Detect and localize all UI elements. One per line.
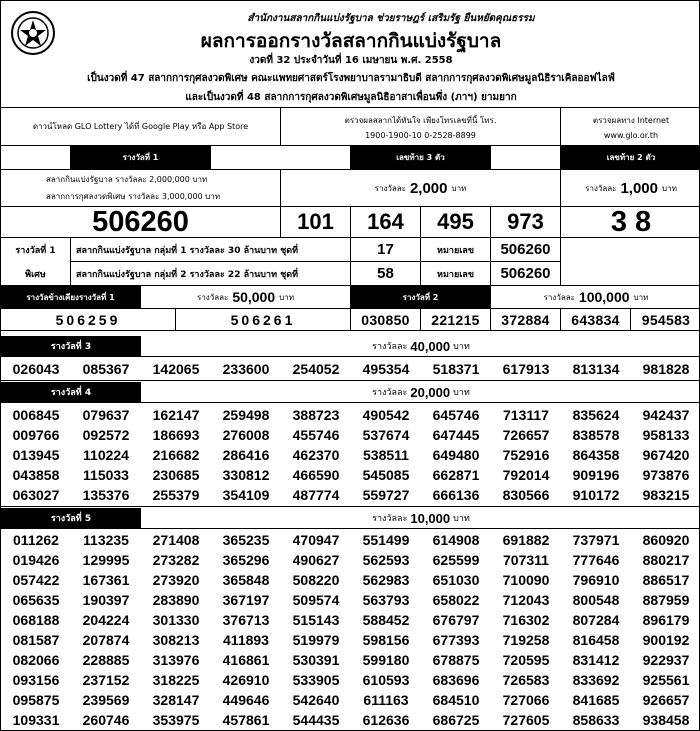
third-prize-number: 233600 — [222, 361, 270, 377]
fifth-prize-number: 551499 — [362, 532, 410, 548]
fifth-prize-number: 308213 — [152, 632, 200, 648]
fifth-prize-number: 283890 — [152, 592, 200, 608]
fourth-prize-number: 666136 — [432, 487, 480, 503]
special-set: 58 — [351, 262, 421, 286]
fifth-prize-number: 900192 — [642, 632, 690, 648]
amount-suffix: บาท — [453, 342, 470, 352]
fifth-prize-number: 411893 — [223, 632, 269, 648]
fifth-prize-number: 207874 — [82, 632, 130, 648]
fourth-prize-number: 645746 — [432, 407, 480, 423]
internet-label: ตรวจผลทาง Internet — [592, 115, 670, 125]
fifth-prize-number: 625599 — [432, 552, 480, 568]
fifth-prize-number: 365235 — [222, 532, 270, 548]
fifth-prize-number: 457861 — [222, 712, 270, 728]
third-prize-number: 981828 — [642, 361, 690, 377]
fourth-prize-number: 713117 — [503, 407, 549, 423]
special-label-a: รางวัลที่ 1 — [15, 245, 56, 256]
fifth-prize-number: 841685 — [572, 692, 620, 708]
first-prize-tab: รางวัลที่ 1 — [71, 146, 211, 170]
fifth-prize-number: 239569 — [82, 692, 130, 708]
fourth-prize-number: 752916 — [502, 447, 550, 463]
fifth-prize-number: 598156 — [362, 632, 410, 648]
fourth-prize-number: 110224 — [83, 447, 129, 463]
fifth-prize-number: 658022 — [432, 592, 480, 608]
fifth-prize-number: 318225 — [152, 672, 200, 688]
spacer — [491, 146, 561, 170]
third-prize-amount — [141, 336, 700, 356]
internet-check-box — [561, 108, 700, 146]
first-prize-amounts — [1, 170, 281, 207]
phone-numbers: 1900-1900-10 0-2528-8899 — [365, 130, 476, 140]
fifth-prize-number: 530391 — [292, 652, 340, 668]
second-prize-amount — [491, 286, 700, 309]
draw-date: งวดที่ 32 ประจำวันที่ 16 เมษายน พ.ศ. 2558 — [249, 55, 453, 66]
amount-suffix: บาท — [633, 292, 649, 302]
gov-amount: สลากกินแบ่งรัฐบาล รางวัลละ 2,000,000 บาท — [46, 175, 208, 184]
fifth-prize-number: 328147 — [152, 692, 200, 708]
fifth-prize-number: 365296 — [222, 552, 270, 568]
second-prize-number: 221215 — [421, 309, 491, 331]
charity-line-2: และเป็นงวดที่ 48 สลากการกุศลงวดพิเศษมูลนิธิอาสาเพื่อนพึ่ง (ภาฯ) ยามยาก — [185, 92, 517, 103]
amount-suffix: บาท — [662, 183, 677, 193]
fifth-prize-number: 204224 — [82, 612, 130, 628]
fifth-prize-number: 926657 — [642, 692, 690, 708]
fourth-prize-number: 649480 — [432, 447, 480, 463]
fourth-prize-number: 973876 — [642, 467, 690, 483]
fourth-prize-number: 909196 — [572, 467, 620, 483]
special-label-b: พิเศษ — [25, 269, 46, 280]
fourth-prize-number: 958133 — [642, 427, 690, 443]
last3-number: 495 — [421, 207, 491, 238]
spacer — [1, 146, 71, 170]
last2-number: 3 8 — [561, 207, 700, 238]
third-prize-number: 813134 — [572, 361, 620, 377]
fifth-prize-number: 860920 — [642, 532, 690, 548]
fourth-prize-number: 967420 — [642, 447, 690, 463]
fourth-prize-number: 910172 — [572, 487, 620, 503]
fifth-prize-number: 109331 — [12, 712, 60, 728]
second-prize-tab: รางวัลที่ 2 — [351, 286, 491, 309]
fifth-prize-number: 093156 — [12, 672, 60, 688]
fifth-prize-number: 068188 — [12, 612, 60, 628]
fifth-prize-number: 777646 — [572, 552, 620, 568]
fourth-prize-number: 537674 — [362, 427, 410, 443]
fifth-prize-number: 081587 — [12, 632, 60, 648]
fifth-prize-number: 562593 — [362, 552, 410, 568]
fourth-prize-number: 009766 — [12, 427, 60, 443]
fourth-prize-bar — [1, 382, 700, 403]
fifth-prize-number: 677393 — [432, 632, 480, 648]
fifth-prize-number: 416861 — [222, 652, 270, 668]
special-row-desc: สลากกินแบ่งรัฐบาล กลุ่มที่ 1 รางวัลละ 30 ล้านบาท ชุดที่ — [71, 238, 351, 262]
phone-check-label: ตรวจผลสลากได้ทันใจ เพียงโทรเลขที่นี้ โทร. — [344, 115, 497, 125]
special-number: 506260 — [491, 238, 561, 262]
second-prize-number: 643834 — [561, 309, 631, 331]
fifth-prize-number: 831412 — [572, 652, 620, 668]
last2-amount — [561, 170, 700, 207]
near-first-number: 506261 — [176, 309, 351, 331]
fifth-prize-number: 676797 — [432, 612, 480, 628]
fifth-prize-number: 726583 — [502, 672, 550, 688]
fifth-prize-number: 271408 — [152, 532, 200, 548]
fourth-prize-number: 276008 — [222, 427, 270, 443]
amount-prefix: รางวัลละ — [585, 183, 617, 193]
fifth-prize-number: 727066 — [502, 692, 550, 708]
fourth-prize-number: 864358 — [572, 447, 620, 463]
fourth-prize-number: 983215 — [642, 487, 690, 503]
spacer — [561, 238, 700, 286]
fourth-prize-number: 466590 — [292, 467, 340, 483]
fifth-prize-number: 167361 — [82, 572, 130, 588]
fourth-prize-number: 135376 — [82, 487, 130, 503]
fifth-prize-number: 065635 — [12, 592, 60, 608]
special-prize-label — [1, 238, 71, 286]
fourth-prize-number: 490542 — [362, 407, 410, 423]
website-link[interactable]: www.glo.or.th — [603, 130, 659, 140]
amount-value: 50,000 — [232, 289, 276, 305]
fifth-prize-number: 588452 — [362, 612, 410, 628]
fourth-prize-number: 162147 — [152, 407, 200, 423]
fifth-prize-number: 712043 — [502, 592, 550, 608]
phone-check-box — [281, 108, 561, 146]
download-app-text: ดาวน์โหลด GLO Lottery ได้ที่ Google Play หรือ App Store — [1, 108, 281, 146]
fifth-prize-number: 684510 — [432, 692, 480, 708]
amount-prefix: รางวัลละ — [197, 292, 229, 302]
near-first-tab: รางวัลข้างเคียงรางวัลที่ 1 — [1, 286, 141, 309]
fourth-prize-number: 013945 — [12, 447, 60, 463]
fifth-prize-number: 720595 — [502, 652, 550, 668]
fifth-prize-number: 686725 — [432, 712, 480, 728]
fifth-prize-number: 612636 — [362, 712, 410, 728]
fifth-prize-number: 807284 — [572, 612, 620, 628]
fourth-prize-number: 216682 — [152, 447, 200, 463]
fifth-prize-number: 710090 — [502, 572, 550, 588]
fourth-prize-number: 538511 — [363, 447, 409, 463]
fifth-prize-number: 365848 — [222, 572, 270, 588]
fifth-prize-number: 614908 — [432, 532, 480, 548]
fourth-prize-number: 043858 — [12, 467, 60, 483]
fourth-prize-number: 354109 — [222, 487, 270, 503]
third-prize-number: 254052 — [292, 361, 340, 377]
fourth-prize-number: 662871 — [432, 467, 480, 483]
last3-tab: เลขท้าย 3 ตัว — [351, 146, 491, 170]
third-prize-number: 142065 — [152, 361, 200, 377]
fifth-prize-number: 273282 — [152, 552, 200, 568]
fifth-prize-number: 057422 — [12, 572, 60, 588]
fourth-prize-number: 330812 — [222, 467, 270, 483]
fourth-prize-number: 726657 — [502, 427, 550, 443]
first-prize-number: 506260 — [1, 207, 281, 238]
spacer — [211, 146, 351, 170]
fifth-prize-number: 011262 — [13, 532, 59, 548]
fifth-prize-number: 237152 — [82, 672, 130, 688]
special-row-desc: สลากกินแบ่งรัฐบาล กลุ่มที่ 2 รางวัลละ 22 ล้านบาท ชุดที่ — [71, 262, 351, 286]
amount-prefix: รางวัลละ — [543, 292, 575, 302]
third-prize-number: 085367 — [82, 361, 130, 377]
fourth-prize-number: 259498 — [222, 407, 270, 423]
amount-prefix: รางวัลละ — [372, 514, 408, 524]
page-title: ผลการออกรางวัลสลากกินแบ่งรัฐบาล — [200, 30, 502, 52]
fifth-prize-number: 610593 — [362, 672, 410, 688]
fifth-prize-number: 533905 — [292, 672, 340, 688]
fifth-prize-number: 816458 — [572, 632, 620, 648]
fifth-prize-number: 490627 — [292, 552, 340, 568]
third-prize-number: 518371 — [432, 361, 480, 377]
fifth-prize-number: 113235 — [83, 532, 129, 548]
fourth-prize-number: 455746 — [292, 427, 340, 443]
fifth-prize-number: 129995 — [82, 552, 130, 568]
fifth-prize-number: 691882 — [502, 532, 550, 548]
fourth-prize-number: 006845 — [12, 407, 60, 423]
special-number: 506260 — [491, 262, 561, 286]
fourth-prize-number: 115033 — [83, 467, 129, 483]
amount-value: 100,000 — [578, 289, 630, 305]
fifth-prize-number: 470947 — [292, 532, 340, 548]
fifth-prize-number: 858633 — [572, 712, 620, 728]
fourth-prize-number: 286416 — [222, 447, 270, 463]
fourth-prize-number: 792014 — [502, 467, 550, 483]
fifth-prize-number: 515143 — [292, 612, 340, 628]
office-slogan: สำนักงานสลากกินแบ่งรัฐบาล ช่วยราษฎร์ เสริมรัฐ ยืนหยัดคุณธรรม — [247, 13, 535, 24]
fifth-prize-number: 190397 — [82, 592, 130, 608]
fifth-prize-number: 925561 — [642, 672, 690, 688]
amount-value: 20,000 — [410, 384, 451, 400]
fifth-prize-number: 376713 — [222, 612, 270, 628]
fifth-prize-number: 542640 — [292, 692, 340, 708]
fifth-prize-number: 562983 — [362, 572, 410, 588]
fourth-prize-number: 079637 — [82, 407, 130, 423]
fifth-prize-number: 796910 — [572, 572, 620, 588]
fifth-prize-number: 880217 — [642, 552, 690, 568]
third-prize-number: 495354 — [362, 361, 410, 377]
fifth-prize-number: 563793 — [362, 592, 410, 608]
fourth-prize-tab: รางวัลที่ 4 — [1, 382, 141, 402]
fifth-prize-number: 678875 — [432, 652, 480, 668]
second-prize-number: 372884 — [491, 309, 561, 331]
fourth-prize-grid — [1, 403, 700, 507]
fourth-prize-amount — [141, 382, 700, 402]
near-first-number: 506259 — [1, 309, 176, 331]
fifth-prize-number: 367197 — [222, 592, 270, 608]
fourth-prize-number: 487774 — [292, 487, 340, 503]
amount-prefix: รางวัลละ — [372, 388, 408, 398]
third-prize-grid — [1, 357, 700, 381]
amount-prefix: รางวัลละ — [374, 183, 406, 193]
fifth-prize-number: 683696 — [432, 672, 480, 688]
fifth-prize-number: 719258 — [502, 632, 550, 648]
fifth-prize-number: 651030 — [432, 572, 480, 588]
third-prize-number: 617913 — [502, 361, 550, 377]
third-prize-bar — [1, 336, 700, 357]
fifth-prize-number: 707311 — [503, 552, 549, 568]
fourth-prize-number: 388723 — [292, 407, 340, 423]
fourth-prize-number: 063027 — [12, 487, 60, 503]
fifth-prize-number: 508220 — [292, 572, 340, 588]
fourth-prize-number: 838578 — [572, 427, 620, 443]
fourth-prize-number: 462370 — [292, 447, 340, 463]
charity-amount: สลากการกุศลงวดพิเศษ รางวัลละ 3,000,000 บาท — [46, 192, 221, 201]
fifth-prize-number: 228885 — [82, 652, 130, 668]
fifth-prize-number: 833692 — [572, 672, 620, 688]
fifth-prize-number: 260746 — [82, 712, 130, 728]
last3-number: 973 — [491, 207, 561, 238]
fifth-prize-number: 599180 — [362, 652, 410, 668]
fifth-prize-number: 716302 — [502, 612, 550, 628]
last3-number: 164 — [351, 207, 421, 238]
fifth-prize-number: 095875 — [12, 692, 60, 708]
last3-number: 101 — [281, 207, 351, 238]
fourth-prize-number: 647445 — [432, 427, 480, 443]
fifth-prize-grid — [1, 529, 700, 731]
fifth-prize-number: 544435 — [292, 712, 340, 728]
fifth-prize-number: 301330 — [152, 612, 200, 628]
amount-prefix: รางวัลละ — [372, 342, 408, 352]
fifth-prize-number: 449646 — [222, 692, 270, 708]
special-number-label: หมายเลข — [421, 262, 491, 286]
fifth-prize-bar — [1, 508, 700, 529]
fifth-prize-number: 082066 — [12, 652, 60, 668]
last2-tab: เลขท้าย 2 ตัว — [561, 146, 700, 170]
fifth-prize-number: 019426 — [12, 552, 60, 568]
amount-suffix: บาท — [453, 388, 470, 398]
fourth-prize-number: 186693 — [152, 427, 200, 443]
third-prize-tab: รางวัลที่ 3 — [1, 336, 141, 356]
second-prize-number: 030850 — [351, 309, 421, 331]
fifth-prize-number: 922937 — [642, 652, 690, 668]
fifth-prize-number: 737971 — [572, 532, 620, 548]
fifth-prize-number: 313976 — [152, 652, 200, 668]
fifth-prize-number: 800548 — [572, 592, 620, 608]
amount-value: 40,000 — [410, 338, 451, 354]
charity-line-1: เป็นงวดที่ 47 สลากการกุศลงวดพิเศษ คณะแพทยศาสตร์โรงพยาบาลรามาธิบดี สลากการกุศลงวดพิเศษมูลนิธิราเคิลออฟไลฟ์ — [87, 73, 615, 84]
amount-value: 2,000 — [409, 179, 448, 197]
fifth-prize-number: 887959 — [642, 592, 690, 608]
fifth-prize-number: 426910 — [222, 672, 270, 688]
fifth-prize-tab: รางวัลที่ 5 — [1, 508, 141, 528]
special-set: 17 — [351, 238, 421, 262]
fifth-prize-number: 727605 — [502, 712, 550, 728]
fifth-prize-number: 896179 — [642, 612, 690, 628]
fourth-prize-number: 545085 — [362, 467, 410, 483]
results-header — [1, 1, 700, 108]
near-first-amount — [141, 286, 351, 309]
fourth-prize-number: 830566 — [502, 487, 550, 503]
fourth-prize-number: 255379 — [152, 487, 200, 503]
amount-value: 10,000 — [410, 510, 451, 526]
fifth-prize-number: 611163 — [363, 692, 409, 708]
fifth-prize-number: 509574 — [292, 592, 340, 608]
fourth-prize-number: 835624 — [572, 407, 620, 423]
amount-suffix: บาท — [453, 514, 470, 524]
fifth-prize-number: 886517 — [642, 572, 690, 588]
third-prize-number: 026043 — [12, 361, 60, 377]
fifth-prize-number: 938458 — [642, 712, 690, 728]
second-prize-number: 954583 — [631, 309, 700, 331]
fourth-prize-number: 942437 — [642, 407, 690, 423]
special-number-label: หมายเลข — [421, 238, 491, 262]
fourth-prize-number: 230685 — [152, 467, 200, 483]
fourth-prize-number: 559727 — [362, 487, 410, 503]
amount-suffix: บาท — [451, 183, 467, 193]
last3-amount — [281, 170, 561, 207]
amount-suffix: บาท — [279, 292, 294, 302]
fourth-prize-number: 092572 — [82, 427, 130, 443]
fifth-prize-number: 353975 — [152, 712, 200, 728]
fifth-prize-number: 519979 — [292, 632, 340, 648]
fifth-prize-number: 273920 — [152, 572, 200, 588]
amount-value: 1,000 — [620, 179, 658, 197]
fifth-prize-amount — [141, 508, 700, 528]
